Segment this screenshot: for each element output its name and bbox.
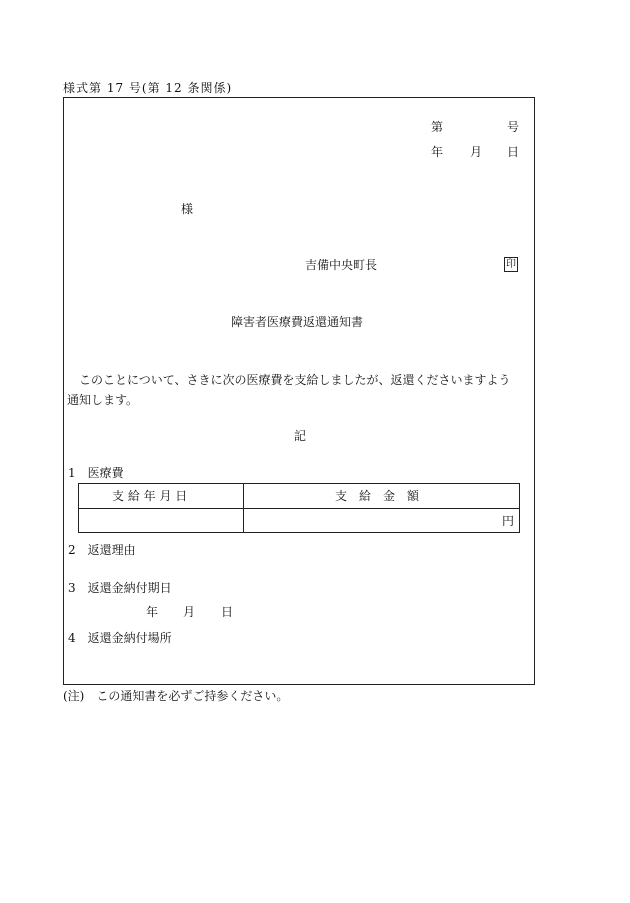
table-cell-date — [78, 508, 244, 533]
table-header-date-label: 支 給 年 月 日 — [112, 489, 188, 503]
table-header-amount-label: 支 給 金 額 — [335, 489, 420, 503]
footnote: (注) この通知書を必ずご持参ください。 — [63, 689, 289, 703]
issuer-name: 吉備中央町長 — [305, 258, 378, 272]
number-prefix: 第 — [431, 120, 444, 134]
ki-heading: 記 — [294, 429, 307, 443]
date-month-label: 月 — [470, 145, 483, 159]
seal-mark: 印 — [506, 259, 516, 270]
form-header: 様式第 17 号(第 12 条関係) — [63, 81, 233, 95]
table-cell-amount — [243, 508, 520, 533]
deadline-month-label: 月 — [183, 605, 196, 619]
body-text-line1: このことについて、さきに次の医療費を支給しましたが、返還くださいますよう — [79, 373, 511, 387]
date-day-label: 日 — [507, 145, 520, 159]
section-payment-deadline: 3 返還金納付期日 — [68, 581, 172, 595]
deadline-day-label: 日 — [221, 605, 234, 619]
number-suffix: 号 — [507, 120, 520, 134]
date-year-label: 年 — [431, 145, 444, 159]
form-frame — [63, 97, 535, 685]
recipient-honorific: 様 — [181, 202, 194, 216]
section-payment-place: 4 返還金納付場所 — [68, 631, 172, 645]
amount-unit: 円 — [502, 514, 515, 528]
section-return-reason: 2 返還理由 — [68, 543, 136, 557]
deadline-year-label: 年 — [146, 605, 159, 619]
document-title: 障害者医療費返還通知書 — [231, 315, 364, 329]
section-medical-expenses: 1 医療費 — [68, 466, 124, 480]
body-text-line2: 通知します。 — [67, 393, 139, 407]
